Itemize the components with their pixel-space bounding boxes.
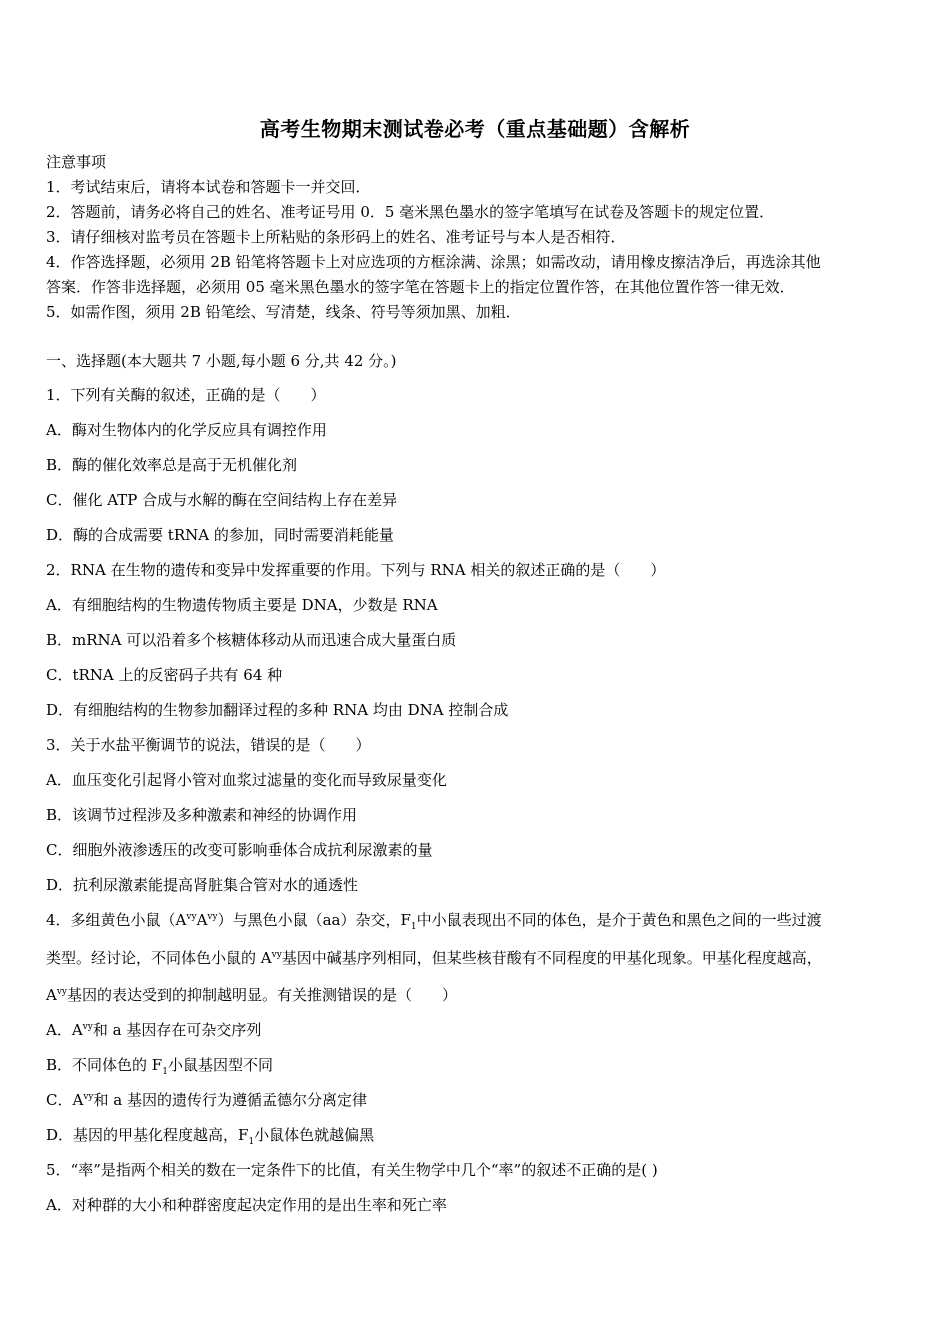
question-2-option-b: B．mRNA 可以沿着多个核糖体移动从而迅速合成大量蛋白质 <box>46 631 457 649</box>
question-4-option-d: D．基因的甲基化程度越高，$F_1$小鼠体色就越偏黑 <box>46 1126 375 1147</box>
question-4-stem-line-1: 4．多组黄色小鼠$(A^{vy}A^{vy})$与黑色小鼠（aa）杂交，$F_1$中小鼠表现出不同的体色，是介于黄色和黑色之间的一些过渡 <box>46 911 822 932</box>
question-1-option-c: C．催化 ATP 合成与水解的酶在空间结构上存在差异 <box>46 491 398 509</box>
notice-heading: 注意事项 <box>46 153 107 171</box>
question-3-stem: 3．关于水盐平衡调节的说法，错误的是（ ） <box>46 736 371 754</box>
question-3-option-b: B．该调节过程涉及多种激素和神经的协调作用 <box>46 806 358 824</box>
page-title: 高考生物期末测试卷必考（重点基础题）含解析 <box>259 117 691 141</box>
question-3-option-c: C．细胞外液渗透压的改变可影响垂体合成抗利尿激素的量 <box>46 841 433 859</box>
section-heading: 一、选择题(本大题共 7 小题,每小题 6 分,共 42 分。) <box>46 352 397 370</box>
question-4-stem-line-2: 类型。经讨论，不同体色小鼠的 $A^{vy}$基因中碱基序列相同，但某些核苷酸有不同程度的甲基化现象。甲基化程度越高， <box>46 949 822 967</box>
question-1-option-a: A．酶对生物体内的化学反应具有调控作用 <box>46 421 327 439</box>
notice-item: 2．答题前，请务必将自己的姓名、准考证号用 0．5 毫米黑色墨水的签字笔填写在试卷及答题卡的规定位置． <box>46 203 775 221</box>
notice-item: 4．作答选择题，必须用 2B 铅笔将答题卡上对应选项的方框涂满、涂黑；如需改动，请用橡皮擦洁净后，再选涂其他 <box>46 253 821 271</box>
notice-item: 3．请仔细核对监考员在答题卡上所粘贴的条形码上的姓名、准考证号与本人是否相符． <box>46 228 626 246</box>
question-4-option-a: A．$A^{vy}$和 a 基因存在可杂交序列 <box>46 1021 262 1039</box>
question-1-option-d: D．酶的合成需要 tRNA 的参加，同时需要消耗能量 <box>46 526 394 544</box>
question-5-option-a: A．对种群的大小和种群密度起决定作用的是出生率和死亡率 <box>46 1196 447 1214</box>
question-3-option-a: A．血压变化引起肾小管对血浆过滤量的变化而导致尿量变化 <box>46 771 447 789</box>
question-2-option-c: C．tRNA 上的反密码子共有 64 种 <box>46 666 283 684</box>
question-1-option-b: B．酶的催化效率总是高于无机催化剂 <box>46 456 298 474</box>
question-2-option-a: A．有细胞结构的生物遗传物质主要是 DNA，少数是 RNA <box>46 596 438 614</box>
notice-item: 答案．作答非选择题，必须用 05 毫米黑色墨水的签字笔在答题卡上的指定位置作答，在其他位置作答一律无效． <box>46 278 795 296</box>
question-4-option-b: B．不同体色的 $F_1$小鼠基因型不同 <box>46 1056 273 1077</box>
question-2-option-d: D．有细胞结构的生物参加翻译过程的多种 RNA 均由 DNA 控制合成 <box>46 701 509 719</box>
question-4-stem-line-3: $A^{vy}$基因的表达受到的抑制越明显。有关推测错误的是（ ） <box>46 986 458 1004</box>
question-2-stem: 2．RNA 在生物的遗传和变异中发挥重要的作用。下列与 RNA 相关的叙述正确的是（ ） <box>46 561 666 579</box>
question-3-option-d: D．抗利尿激素能提高肾脏集合管对水的通透性 <box>46 876 359 894</box>
question-1-stem: 1．下列有关酶的叙述，正确的是（ ） <box>46 386 326 404</box>
notice-item: 1．考试结束后，请将本试卷和答题卡一并交回． <box>46 178 371 196</box>
notice-item: 5．如需作图，须用 2B 铅笔绘、写清楚，线条、符号等须加黑、加粗． <box>46 303 521 321</box>
question-5-stem: 5．“率”是指两个相关的数在一定条件下的比值，有关生物学中几个“率”的叙述不正确的是( ) <box>46 1161 658 1179</box>
question-4-option-c: C．$A^{vy}$和 a 基因的遗传行为遵循孟德尔分离定律 <box>46 1091 367 1109</box>
